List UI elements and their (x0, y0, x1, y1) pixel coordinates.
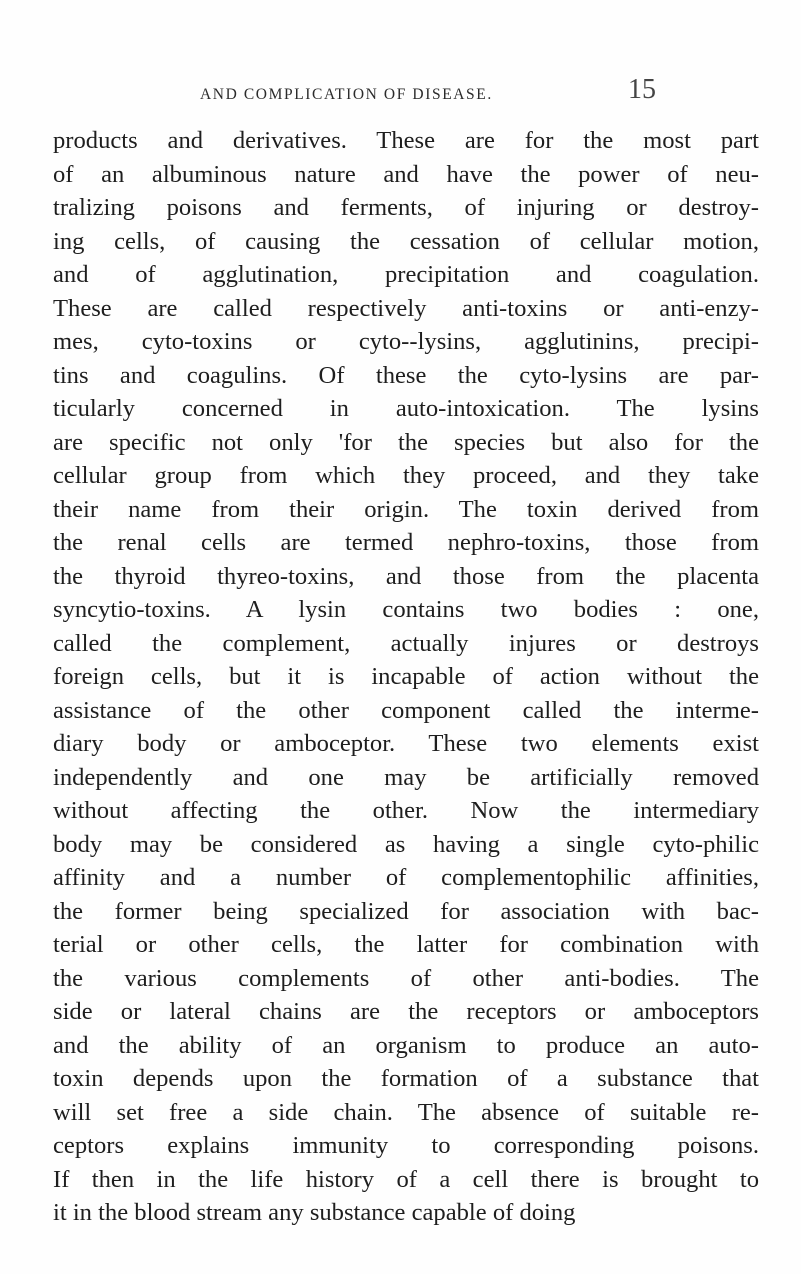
text-line: side or lateral chains are the receptors or amboceptors (53, 998, 759, 1025)
text-line: and the ability of an organism to produce an auto- (53, 1031, 759, 1059)
text-line: mes, cyto-toxins or cyto--lysins, agglutinins, precipi- (53, 328, 759, 355)
text-line: tins and coagulins. Of these the cyto-lysins are par- (53, 361, 759, 389)
text-line: toxin depends upon the formation of a substance that (53, 1065, 759, 1092)
text-line: If then in the life history of a cell there is brought to (53, 1165, 759, 1193)
text-line: terial or other cells, the latter for combination with (53, 931, 759, 958)
text-line: and of agglutination, precipitation and coagulation. (53, 261, 759, 288)
text-line: ceptors explains immunity to corresponding poisons. (53, 1132, 759, 1159)
running-head: AND COMPLICATION OF DISEASE. (200, 86, 493, 103)
text-line: affinity and a number of complementophilic affinities, (53, 864, 759, 891)
text-line: ing cells, of causing the cessation of cellular motion, (53, 227, 759, 255)
body-text (53, 124, 759, 1230)
text-line: called the complement, actually injures or destroys (53, 629, 759, 657)
text-line: cellular group from which they proceed, and they take (53, 462, 759, 489)
text-line: without affecting the other. Now the intermediary (53, 797, 759, 824)
text-line: will set free a side chain. The absence of suitable re- (53, 1098, 759, 1126)
text-line: the renal cells are termed nephro-toxins, those from (53, 529, 759, 556)
text-line: are specific not only 'for the species but also for the (53, 428, 759, 456)
text-line: These are called respectively anti-toxins or anti-enzy- (53, 294, 759, 322)
text-line: it in the blood stream any substance capable of doing (53, 1199, 576, 1226)
page-number: 15 (628, 74, 656, 105)
text-line: the various complements of other anti-bodies. The (53, 964, 759, 992)
text-line: of an albuminous nature and have the power of neu- (53, 160, 759, 188)
text-line: independently and one may be artificially removed (53, 763, 759, 791)
text-line: the thyroid thyreo-toxins, and those from the placenta (53, 562, 759, 590)
text-line: assistance of the other component called the interme- (53, 696, 759, 724)
text-line: body may be considered as having a single cyto-philic (53, 830, 759, 858)
text-line: the former being specialized for association with bac- (53, 897, 759, 925)
text-line: products and derivatives. These are for the most part (53, 127, 759, 154)
text-line: foreign cells, but it is incapable of action without the (53, 663, 759, 690)
text-line: ticularly concerned in auto-intoxication. The lysins (53, 395, 759, 422)
text-line: their name from their origin. The toxin derived from (53, 495, 759, 523)
text-line: tralizing poisons and ferments, of injuring or destroy- (53, 194, 759, 221)
text-line: syncytio-toxins. A lysin contains two bodies : one, (53, 596, 759, 623)
text-line: diary body or amboceptor. These two elements exist (53, 730, 759, 757)
